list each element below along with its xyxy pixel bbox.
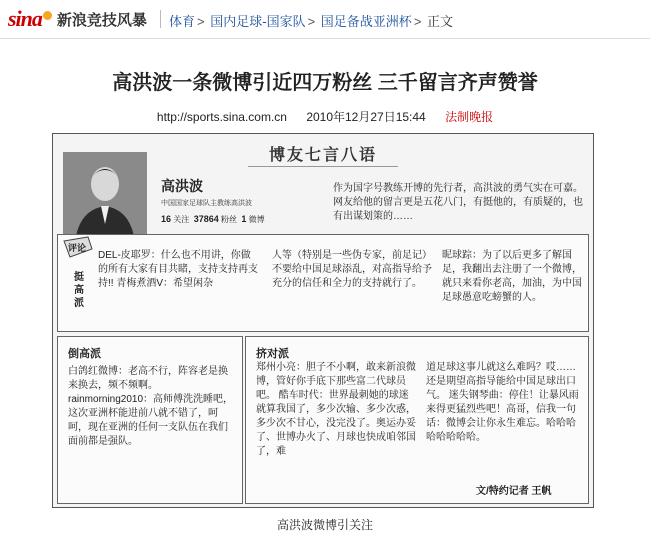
breadcrumb-sports[interactable]: 体育 xyxy=(169,14,196,29)
photo-title: 博友七言八语 xyxy=(268,147,377,164)
mid-label: 挤对派 xyxy=(256,348,289,360)
breadcrumb-separator: > xyxy=(307,14,316,29)
posts-label: 微博 xyxy=(248,215,265,224)
support-comment-3: 昵球踪：为了以后更多了解国足，我翻出去注册了一个微博，就只来看你老高，加油，为中国足球愚意吃螃蟹的人。 xyxy=(442,250,582,303)
article-url: http://sports.sina.com.cn xyxy=(156,110,287,124)
photo-title-underline xyxy=(248,166,398,167)
breadcrumb-asian-cup[interactable]: 国足备战亚洲杯 xyxy=(320,14,412,29)
breadcrumb xyxy=(169,11,453,30)
comment-tag: 评论 xyxy=(68,243,87,253)
article-meta xyxy=(0,108,650,125)
article-title: 高洪波一条微博引近四万粉丝 三千留言齐声赞誉 xyxy=(112,72,538,94)
posts-count: 1 xyxy=(241,214,247,224)
avatar xyxy=(63,152,147,242)
profile-description: 中国国家足球队主教练高洪波 xyxy=(161,200,252,207)
breadcrumb-separator: > xyxy=(413,14,422,29)
support-comment-2: 人等（特别是一些伪专家，前足记）不要给中国足球添乱，对高指导给予充分的信任和全力的支持就行了。 xyxy=(272,250,432,289)
support-label: 挺高派 xyxy=(74,272,84,309)
article-source-link[interactable]: 法制晚报 xyxy=(445,110,494,124)
down-comments: 白鸽红微博：老高不行，阵容老是换来换去，频不频啊。 rainmorning2010：高师傅洗洗睡吧，这次亚洲杯能进前八就不错了，呵呵，现在亚洲的任何一支队伍在我们面前都是强队。 xyxy=(68,366,234,447)
article-date: 2010年12月27日15:44 xyxy=(306,110,426,124)
mid-comments-1: 郑州小亮：胆子不小啊，敢来新浪微博，管好你手底下那些富二代球员吧。 酷车时代：世界最刺她的球迷就算我国了，多少次输、多少次惑，多少次不甘心，没完没了。奥运办妥了、世博办火了、月球也快成咱邻国了，难 xyxy=(256,362,416,457)
support-section xyxy=(57,234,589,332)
reporter-credit: 文/特约记者 王帆 xyxy=(476,486,552,497)
follow-count: 16 xyxy=(161,214,172,224)
header-divider xyxy=(160,10,161,28)
site-header xyxy=(0,0,650,39)
article-photo xyxy=(52,133,594,508)
breadcrumb-current: 正文 xyxy=(427,14,454,29)
profile-quote: 作为国字号教练开博的先行者，高洪波的勇气实在可嘉。网友给他的留言更是五花八门，有挺他的，有质疑的，也有出谋划策的…… xyxy=(333,183,583,222)
profile-stats xyxy=(161,214,265,225)
mid-comments-2: 道足球这事儿就这么难吗？哎……还是期望高指导能给中国足球出口气。 迷失钢琴曲：停住！让暴风雨来得更猛烈些吧！高哥，信我一句话：微博会让你永生难忘。哈哈哈哈哈哈哈哈。 xyxy=(426,362,579,443)
follow-label: 关注 xyxy=(173,215,190,224)
photo-caption: 高洪波微博引关注 xyxy=(276,518,373,532)
logo-eye-icon xyxy=(43,11,52,20)
down-label: 倒高派 xyxy=(68,348,101,360)
breadcrumb-domestic-football[interactable]: 国内足球-国家队 xyxy=(210,14,306,29)
sina-logo[interactable] xyxy=(8,8,147,30)
support-comment-1: DEL-皮耶罗：什么也不用讲，你做的所有大家有目共睹，支持支持再支持!! 青梅煮酒V：希望闲杂 xyxy=(98,250,258,289)
portrait-image xyxy=(63,152,147,242)
logo-brand: sina xyxy=(8,6,42,31)
breadcrumb-separator: > xyxy=(197,14,205,29)
profile-name: 高洪波 xyxy=(161,178,203,194)
mid-section xyxy=(245,336,589,504)
fans-label: 粉丝 xyxy=(220,215,237,224)
fans-count: 37864 xyxy=(193,214,219,224)
down-section xyxy=(57,336,243,504)
logo-channel-name: 新浪竞技风暴 xyxy=(56,11,147,29)
